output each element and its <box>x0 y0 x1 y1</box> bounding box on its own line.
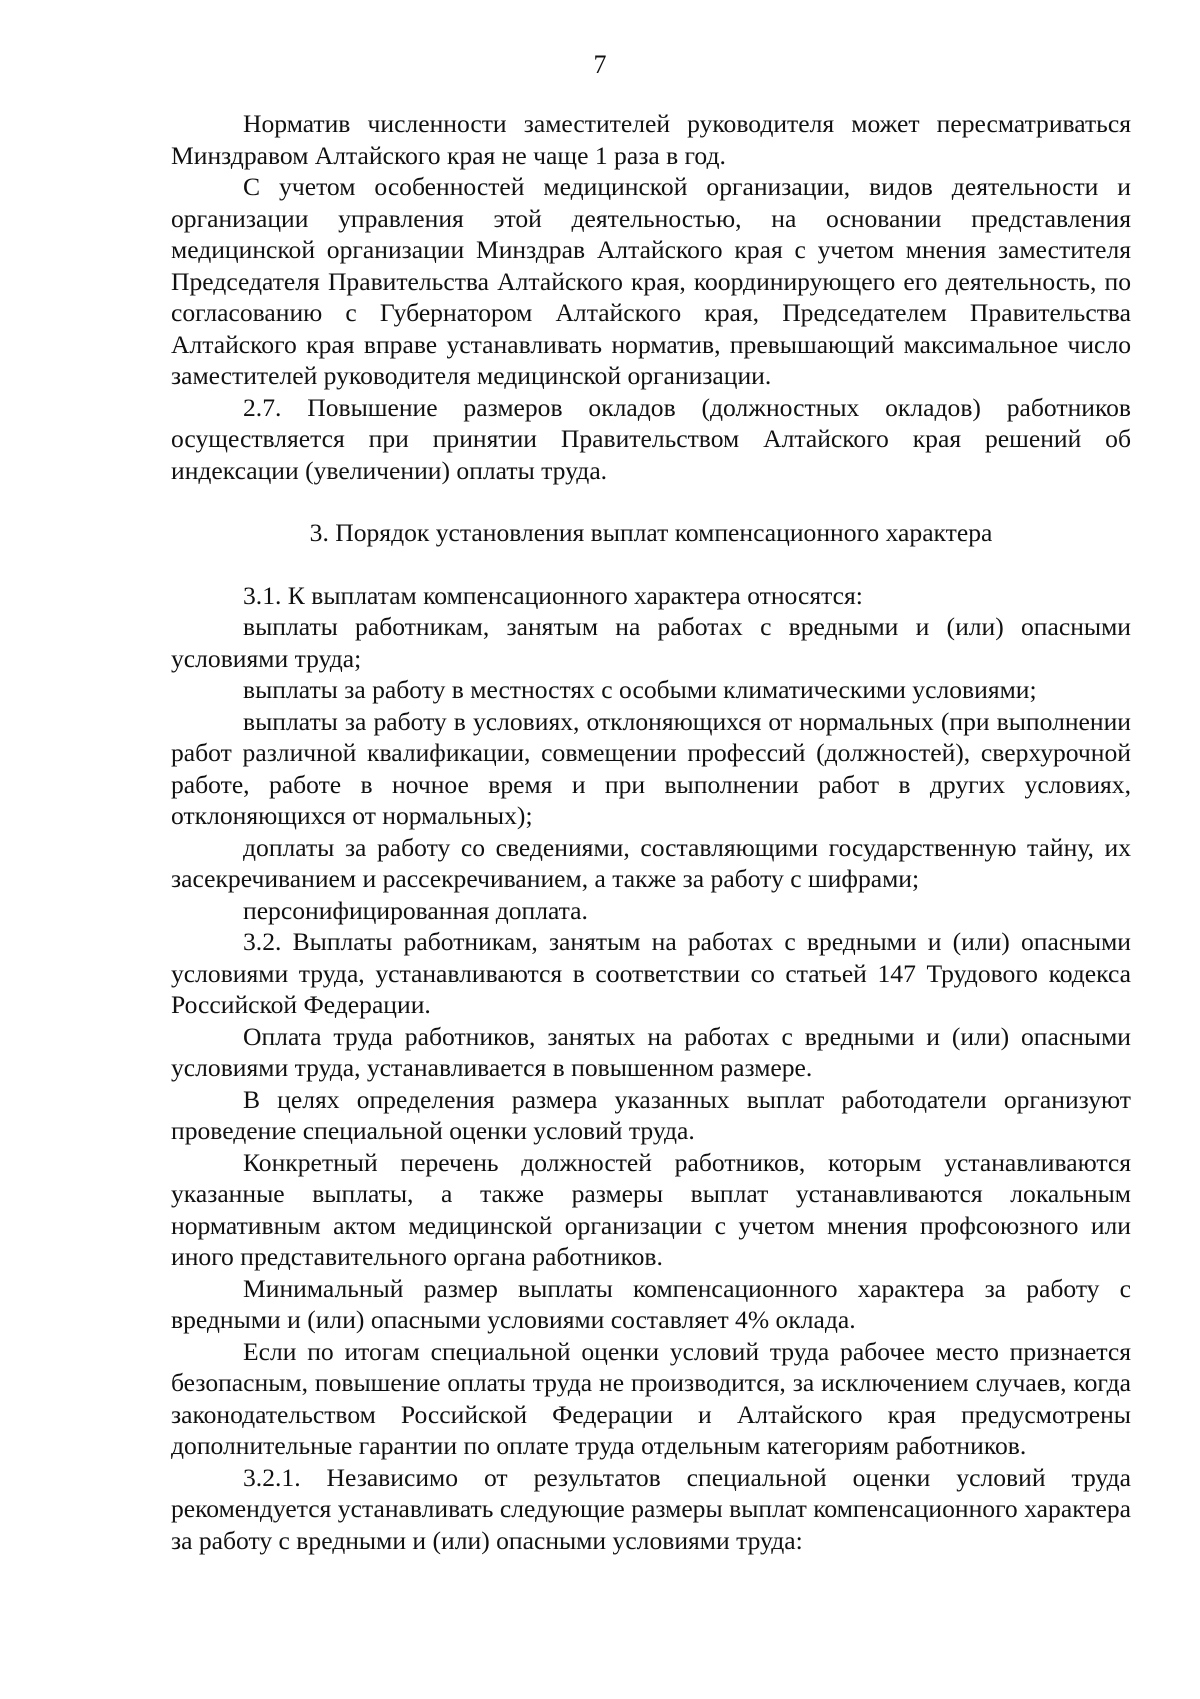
paragraph: Конкретный перечень должностей работников, которым устанавливаются указанные выплаты, а также размеры выплат устанавливаются локальным нормативным актом медицинской организации с учетом мнения профсоюзного или иного представительного органа работников. <box>171 1147 1131 1271</box>
document-body <box>171 108 1131 1556</box>
paragraph: Минимальный размер выплаты компенсационного характера за работу с вредными и (или) опасными условиями составляет 4% оклада. <box>171 1273 1131 1334</box>
paragraph: Оплата труда работников, занятых на работах с вредными и (или) опасными условиями труда, устанавливается в повышенном размере. <box>171 1021 1131 1082</box>
page-number: 7 <box>593 50 607 79</box>
paragraph: 3.1. К выплатам компенсационного характера относятся: <box>243 580 863 610</box>
paragraph: 2.7. Повышение размеров окладов (должностных окладов) работников осуществляется при принятии Правительством Алтайского края решений об индексации (увеличении) оплаты труда. <box>171 392 1131 485</box>
section-heading: 3. Порядок установления выплат компенсационного характера <box>309 518 993 547</box>
paragraph: персонифицированная доплата. <box>243 895 588 925</box>
paragraph: 3.2. Выплаты работникам, занятым на работах с вредными и (или) опасными условиями труда, устанавливаются в соответствии со статьей 147 Трудового кодекса Российской Федерации. <box>171 927 1131 1019</box>
paragraph: 3.2.1. Независимо от результатов специальной оценки условий труда рекомендуется устанавливать следующие размеры выплат компенсационного характера за работу с вредными и (или) опасными условиями труда: <box>171 1462 1131 1555</box>
paragraph: доплаты за работу со сведениями, составляющими государственную тайну, их засекречиванием и рассекречиванием, а также за работу с шифрами; <box>171 832 1131 893</box>
paragraph: В целях определения размера указанных выплат работодатели организуют проведение специальной оценки условий труда. <box>171 1084 1131 1145</box>
paragraph: выплаты работникам, занятым на работах с вредными и (или) опасными условиями труда; <box>171 612 1131 673</box>
paragraph: выплаты за работу в местностях с особыми климатическими условиями; <box>243 675 1037 704</box>
paragraph: Если по итогам специальной оценки условий труда рабочее место признается безопасным, повышение оплаты труда не производится, за исключением случаев, когда законодательством Российской Федерации и Алтайского края предусмотрены дополнительные гарантии по оплате труда отдельным категориям работников. <box>171 1336 1131 1460</box>
paragraph: С учетом особенностей медицинской организации, видов деятельности и организации управления этой деятельностью, на основании представления медицинской организации Минздрав Алтайского края с учетом мнения заместителя Председателя Правительства Алтайского края, координирующего его деятельность, по согласованию с Губернатором Алтайского края, Председателем Правительства Алтайского края вправе устанавливать норматив, превышающий максимальное число заместителей руководителя медицинской организации. <box>171 172 1131 390</box>
paragraph: Норматив численности заместителей руководителя может пересматриваться Минздравом Алтайского края не чаще 1 раза в год. <box>171 109 1131 170</box>
paragraph: выплаты за работу в условиях, отклоняющихся от нормальных (при выполнении работ различной квалификации, совмещении профессий (должностей), сверхурочной работе, работе в ночное время и при выполнении работ в других условиях, отклоняющихся от нормальных); <box>171 706 1131 830</box>
